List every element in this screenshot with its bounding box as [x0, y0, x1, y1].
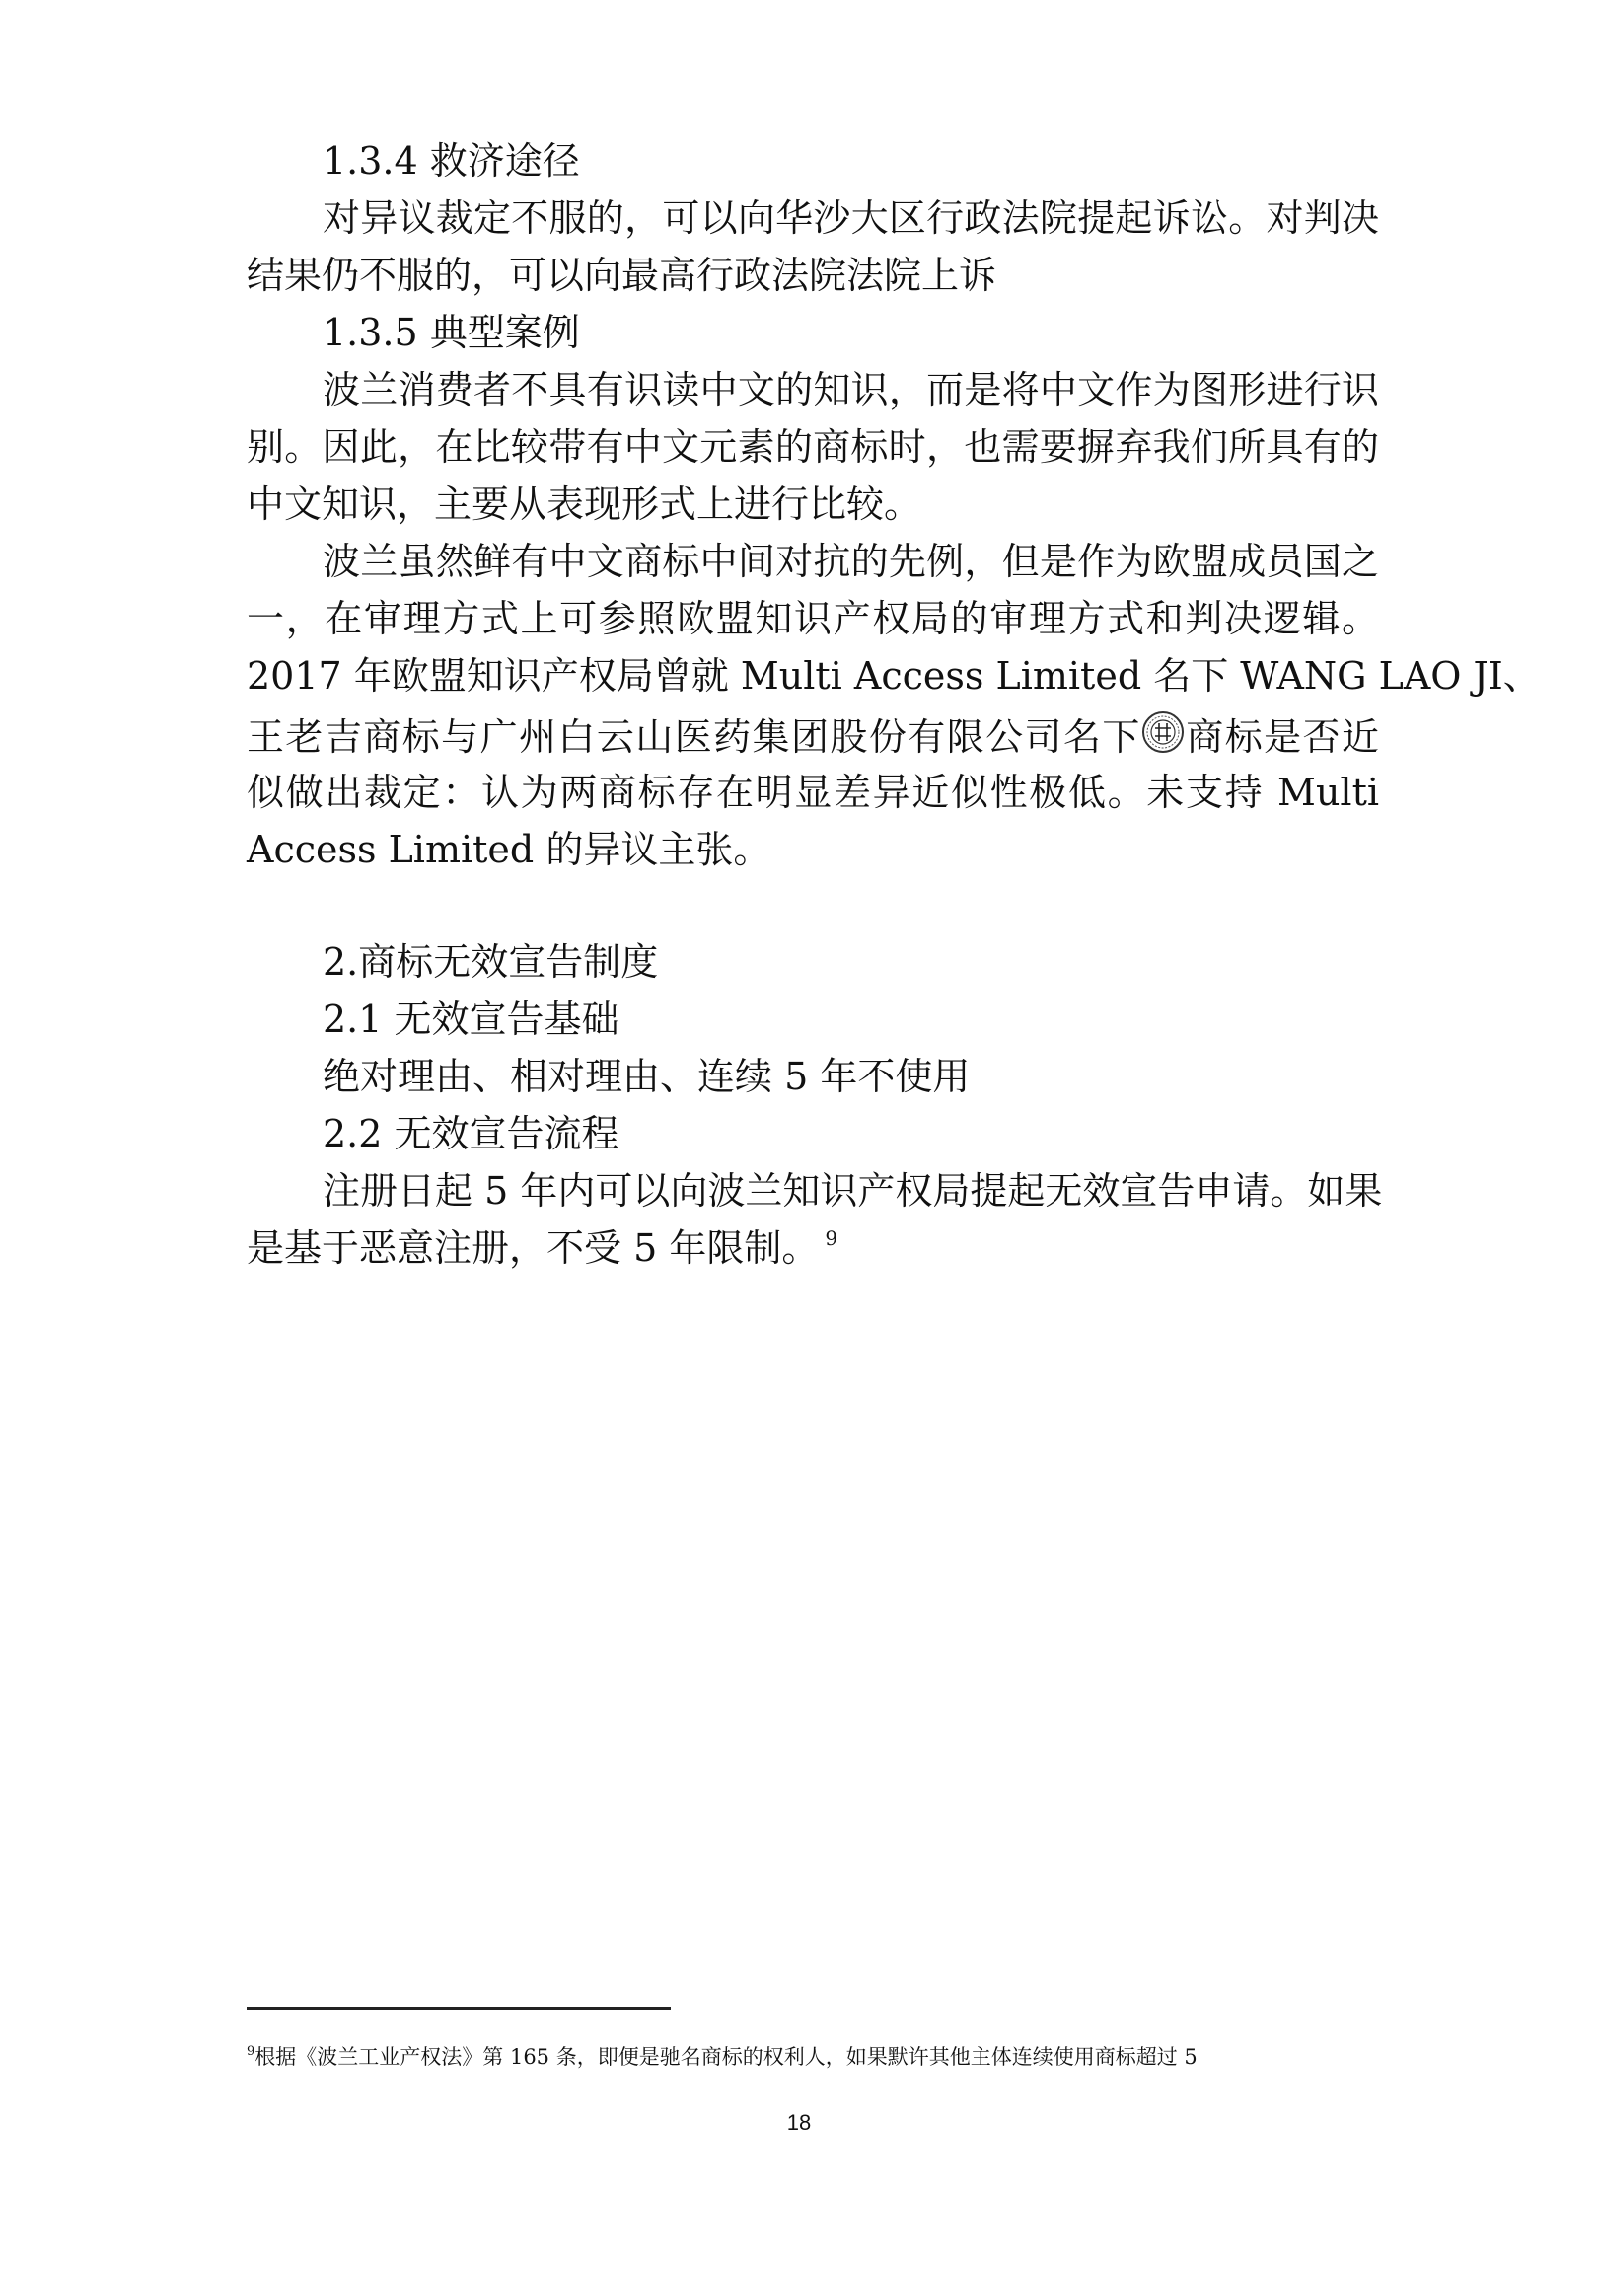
- case-paragraph-1-line-1: 波兰消费者不具有识读中文的知识，而是将中文作为图形进行识: [323, 368, 1379, 411]
- grounds-paragraph: 绝对理由、相对理由、连续 5 年不使用: [323, 1055, 971, 1098]
- case-paragraph-2-line-3: 2017 年欧盟知识产权局曾就 Multi Access Limited 名下 WANG LAO JI、: [247, 654, 1541, 698]
- heading-1-3-4: 1.3.4 救济途径: [323, 139, 580, 183]
- case-paragraph-2-line-4: [247, 710, 1379, 762]
- heading-2-1: 2.1 无效宣告基础: [323, 998, 619, 1041]
- process-paragraph-line-1: 注册日起 5 年内可以向波兰知识产权局提起无效宣告申请。如果: [323, 1169, 1383, 1213]
- process-paragraph-line-2-text: 是基于恶意注册，不受 5 年限制。: [247, 1226, 820, 1270]
- case-paragraph-2-line-4-start: 王老吉商标与广州白云山医药集团股份有限公司名下: [247, 715, 1141, 759]
- heading-1-3-5: 1.3.5 典型案例: [323, 311, 580, 354]
- page-number: 18: [786, 2111, 812, 2135]
- case-paragraph-2-line-4-end: 商标是否近: [1184, 715, 1379, 759]
- footnote-text: 根据《波兰工业产权法》第 165 条，即便是驰名商标的权利人，如果默许其他主体连续使用商标超过 5: [254, 2045, 1198, 2069]
- footnote-divider: [247, 2007, 671, 2010]
- circular-seal-icon: [1141, 710, 1185, 754]
- remedy-paragraph-line-1: 对异议裁定不服的，可以向华沙大区行政法院提起诉讼。对判决: [323, 196, 1379, 240]
- case-paragraph-2-line-1: 波兰虽然鲜有中文商标中间对抗的先例，但是作为欧盟成员国之: [323, 540, 1379, 583]
- heading-2-2: 2.2 无效宣告流程: [323, 1112, 619, 1155]
- heading-2: 2.商标无效宣告制度: [323, 940, 659, 984]
- case-paragraph-2-line-6: Access Limited 的异议主张。: [247, 828, 771, 871]
- footnote-mark: 9: [247, 2044, 255, 2059]
- case-paragraph-1-line-2: 别。因此，在比较带有中文元素的商标时，也需要摒弃我们所具有的: [247, 425, 1379, 469]
- footnote: [247, 2042, 1381, 2076]
- footnote-reference[interactable]: 9: [825, 1226, 838, 1250]
- remedy-paragraph-line-2: 结果仍不服的，可以向最高行政法院法院上诉: [247, 254, 997, 297]
- case-paragraph-1-line-3: 中文知识，主要从表现形式上进行比较。: [247, 482, 922, 526]
- case-paragraph-2-line-2: 一，在审理方式上可参照欧盟知识产权局的审理方式和判决逻辑。: [247, 597, 1379, 640]
- case-paragraph-2-line-5: 似做出裁定：认为两商标存在明显差异近似性极低。未支持 Multi: [247, 771, 1379, 814]
- process-paragraph-line-2: [247, 1223, 1379, 1279]
